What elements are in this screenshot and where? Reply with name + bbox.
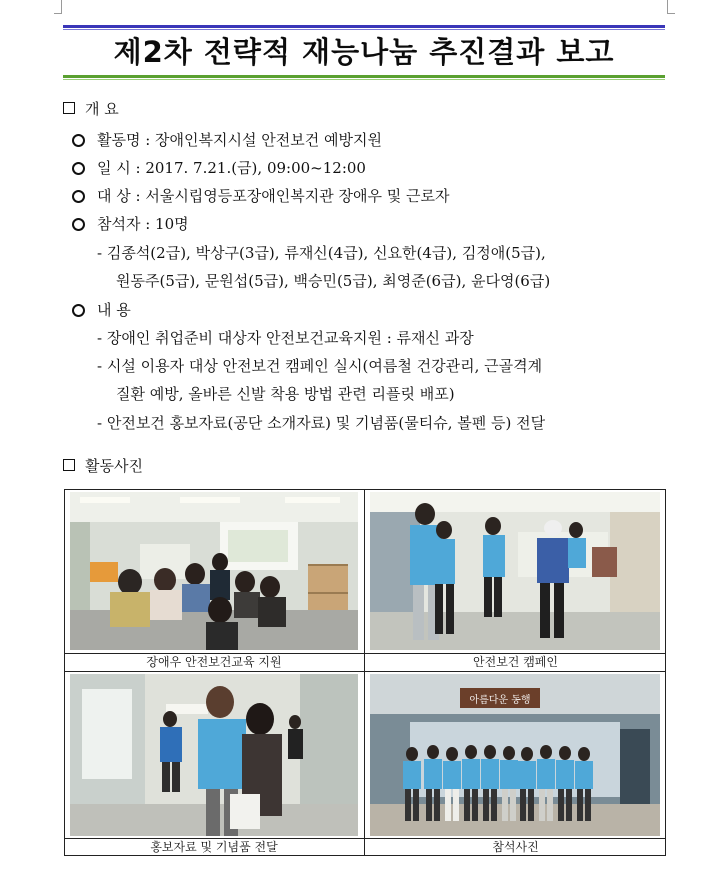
photo-materials-delivery	[70, 674, 358, 836]
circle-bullet-icon	[72, 304, 85, 317]
section-heading-photos: 활동사진	[85, 457, 143, 475]
circle-bullet-icon	[72, 162, 85, 175]
photo-caption: 장애우 안전보건교육 지원	[146, 655, 282, 669]
section-heading-overview: 개 요	[85, 100, 119, 118]
circle-bullet-icon	[72, 134, 85, 147]
circle-bullet-icon	[72, 218, 85, 231]
report-title: 제2차 전략적 재능나눔 추진결과 보고	[113, 35, 615, 69]
content-item-1: - 장애인 취업준비 대상자 안전보건교육지원 : 류재신 과장	[97, 329, 474, 347]
square-bullet-icon	[63, 459, 75, 471]
title-bottom-rule-thin	[63, 79, 665, 80]
square-bullet-icon	[63, 102, 75, 114]
photo-caption: 참석사진	[492, 840, 539, 854]
photo-caption: 홍보자료 및 기념품 전달	[150, 840, 278, 854]
participant-list-line-2: 원동주(5급), 문원섭(5급), 백승민(5급), 최영준(6급), 윤다영(6급)	[116, 272, 551, 290]
content-item-3: - 안전보건 홍보자료(공단 소개자료) 및 기념품(물티슈, 볼펜 등) 전달	[97, 414, 546, 432]
photo-group	[370, 674, 660, 836]
photo-safety-education	[70, 492, 358, 650]
building-sign: 아름다운 동행	[469, 695, 531, 706]
photo-caption: 안전보건 캠페인	[473, 655, 558, 669]
title-bottom-rule	[63, 75, 665, 78]
content-item-2-line-2: 질환 예방, 올바른 신발 착용 방법 관련 리플릿 배포)	[116, 385, 455, 403]
photo-table-column-divider	[364, 489, 365, 856]
photo-table-row-divider	[64, 671, 666, 672]
content-item-2-line-1: - 시설 이용자 대상 안전보건 캠페인 실시(여름철 건강관리, 근골격계	[97, 357, 543, 375]
page-corner-mark-left	[54, 0, 62, 14]
page-corner-mark-right	[667, 0, 675, 14]
participant-list-line-1: - 김종석(2급), 박상구(3급), 류재신(4급), 신요한(4급), 김정애(5급),	[97, 244, 546, 262]
title-top-rule	[63, 25, 665, 28]
target-audience: 대 상 : 서울시립영등포장애인복지관 장애우 및 근로자	[97, 187, 450, 205]
date-time: 일 시 : 2017. 7.21.(금), 09:00~12:00	[97, 159, 366, 177]
activity-name: 활동명 : 장애인복지시설 안전보건 예방지원	[97, 131, 382, 149]
circle-bullet-icon	[72, 190, 85, 203]
photo-safety-campaign	[370, 492, 660, 650]
participant-count: 참석자 : 10명	[97, 215, 189, 233]
section-heading-content: 내 용	[97, 301, 131, 319]
